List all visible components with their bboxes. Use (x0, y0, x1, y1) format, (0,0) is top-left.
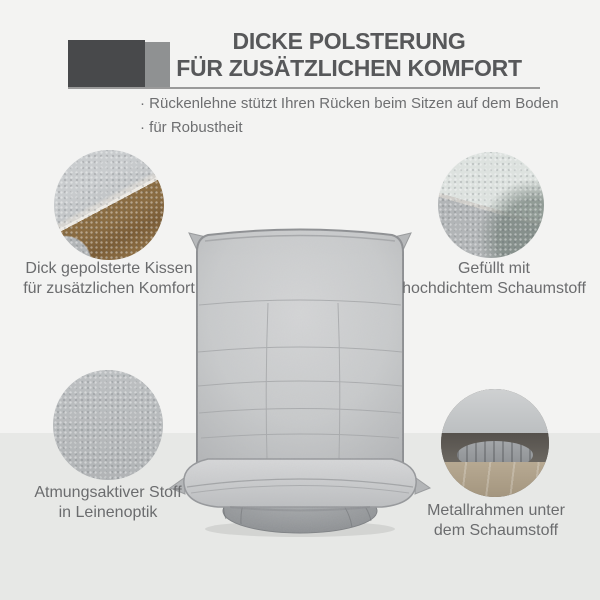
header-accent-bar-light (145, 42, 170, 88)
wood-floor (441, 462, 549, 497)
callout-bottom-left-line1: Atmungsaktiver Stoff (34, 484, 182, 501)
callout-label-bottom-left (8, 483, 208, 523)
feature-bullet-2: · für Robustheit (140, 119, 243, 136)
page-title (168, 28, 530, 82)
detail-photo-foam-corner (438, 152, 544, 258)
callout-label-top-left (5, 259, 213, 299)
seat-underside (441, 389, 549, 436)
detail-photo-metal-frame (441, 389, 549, 497)
callout-top-left-line2: für zusätzlichen Komfort (23, 280, 195, 297)
callout-top-right-line2: hochdichtem Schaumstoff (402, 280, 586, 297)
title-underline (68, 87, 540, 89)
callout-label-top-right (390, 259, 598, 299)
fabric-speckle-texture (53, 370, 163, 480)
feature-bullets (140, 92, 559, 140)
callout-top-right-line1: Gefüllt mit (457, 260, 530, 277)
callout-bottom-right-line1: Metallrahmen unter (427, 502, 565, 519)
callout-bottom-right-line2: dem Schaumstoff (433, 522, 559, 539)
fabric-speckle-texture (54, 150, 164, 260)
detail-photo-thick-cushion (54, 150, 164, 260)
detail-photo-linen-fabric (53, 370, 163, 480)
callout-bottom-left-line2: in Leinenoptik (58, 504, 158, 521)
callout-label-bottom-right (398, 501, 594, 541)
page-title-line1: DICKE POLSTERUNG (232, 28, 466, 54)
fabric-speckle-texture (438, 152, 544, 258)
feature-bullet-1: · Rückenlehne stützt Ihren Rücken beim Sitzen auf dem Boden (140, 95, 559, 112)
page-title-line2: FÜR ZUSÄTZLICHEN KOMFORT (176, 55, 522, 81)
header-accent-bar-dark (68, 40, 145, 88)
callout-top-left-line1: Dick gepolsterte Kissen (25, 260, 193, 277)
